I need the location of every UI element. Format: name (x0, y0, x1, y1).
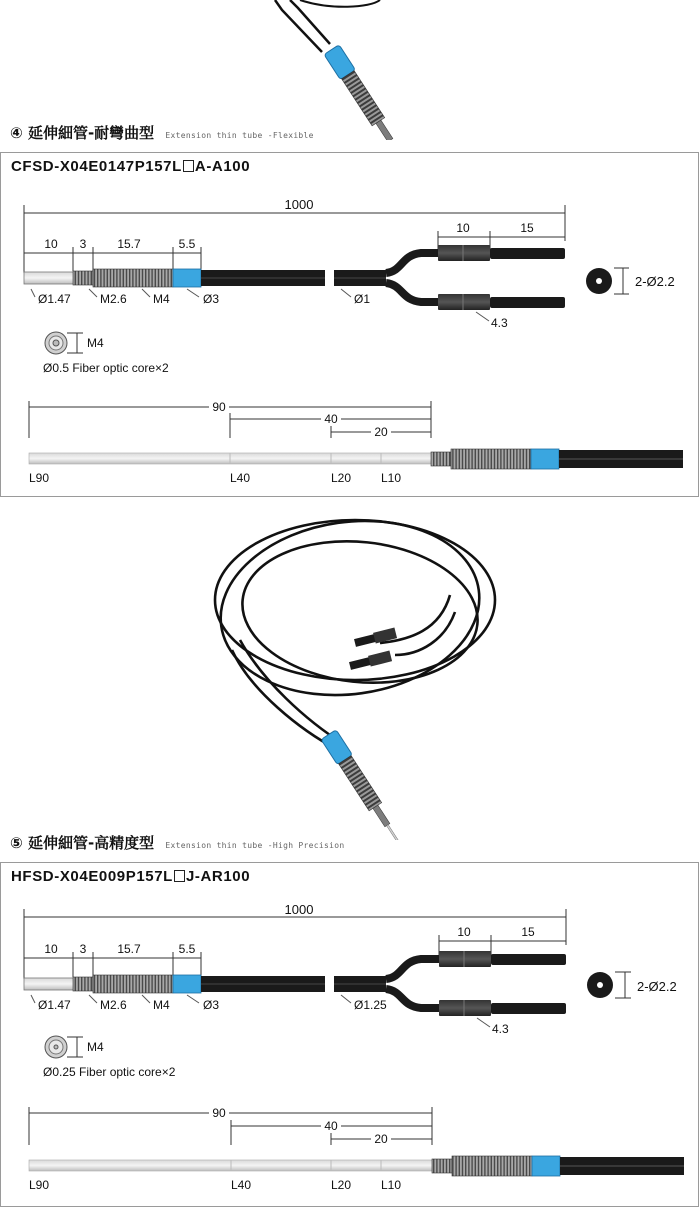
label-fiber: Ø1 (354, 292, 370, 306)
connector-upper (439, 951, 491, 967)
connector-lower (439, 1000, 491, 1016)
dim-40: 40 (324, 412, 338, 426)
dimension-drawing (1, 153, 700, 498)
dim-10: 10 (44, 942, 58, 956)
label-sep: 4.3 (491, 316, 508, 330)
label-tip: Ø1.47 (38, 292, 71, 306)
spec-box-cfsd (0, 152, 699, 497)
label-tip: Ø1.47 (38, 998, 71, 1012)
connector-upper (438, 245, 490, 261)
dim-15-7: 15.7 (117, 942, 141, 956)
label-od: 2-Ø2.2 (637, 979, 677, 994)
spec-box-hfsd (0, 862, 699, 1207)
blue-sleeve (173, 975, 201, 993)
label-core-m4: M4 (87, 1040, 104, 1054)
length-tube (29, 453, 433, 464)
section-number: ④ (10, 124, 23, 142)
dim-90: 90 (212, 400, 226, 414)
section-title-cn: 延伸細管-耐彎曲型 (28, 124, 154, 142)
mark-l90: L90 (29, 471, 49, 485)
section-title-4 (10, 122, 314, 143)
section-number: ⑤ (10, 834, 23, 852)
dim-r10: 10 (457, 925, 471, 939)
probe-tube (24, 978, 76, 990)
dimension-drawing (1, 863, 700, 1208)
dim-total: 1000 (285, 902, 314, 917)
dim-20: 20 (374, 425, 388, 439)
section-title-cn: 延伸細管-高精度型 (28, 834, 154, 852)
probe-tube (24, 272, 76, 284)
label-fiber: Ø1.25 (354, 998, 387, 1012)
model-suffix: A-A100 (195, 158, 250, 175)
mark-l40: L40 (230, 471, 250, 485)
dim-40: 40 (324, 1119, 338, 1133)
thread-body (93, 975, 173, 993)
label-sleeve: Ø3 (203, 998, 219, 1012)
label-sleeve: Ø3 (203, 292, 219, 306)
dim-10: 10 (44, 237, 58, 251)
label-thread1: M2.6 (100, 998, 127, 1012)
dim-20: 20 (374, 1132, 388, 1146)
label-thread2: M4 (153, 292, 170, 306)
model-suffix: J-AR100 (186, 868, 250, 885)
mark-l10: L10 (381, 471, 401, 485)
thread-body (93, 269, 173, 287)
label-core-note: Ø0.25 Fiber optic core×2 (43, 1065, 176, 1079)
dim-5-5: 5.5 (179, 942, 196, 956)
label-core-note: Ø0.5 Fiber optic core×2 (43, 361, 169, 375)
mark-l40: L40 (231, 1178, 251, 1192)
dim-5-5: 5.5 (179, 237, 196, 251)
dim-15-7: 15.7 (117, 237, 141, 251)
section-title-5 (10, 832, 344, 853)
label-sep: 4.3 (492, 1022, 509, 1036)
model-prefix: HFSD-X04E009P157L (11, 868, 173, 885)
dim-r15: 15 (521, 925, 535, 939)
sensor-illustration-coil (0, 500, 700, 840)
dim-90: 90 (212, 1106, 226, 1120)
blue-sleeve (173, 269, 201, 287)
mark-l10: L10 (381, 1178, 401, 1192)
label-od: 2-Ø2.2 (635, 274, 675, 289)
label-core-m4: M4 (87, 336, 104, 350)
connector-lower (438, 294, 490, 310)
dim-r15: 15 (520, 221, 534, 235)
dim-total: 1000 (285, 197, 314, 212)
dim-3: 3 (80, 237, 87, 251)
section-title-en: Extension thin tube -High Precision (165, 841, 344, 850)
mark-l20: L20 (331, 1178, 351, 1192)
section-title-en: Extension thin tube -Flexible (165, 131, 313, 140)
model-prefix: CFSD-X04E0147P157L (11, 158, 182, 175)
mark-l90: L90 (29, 1178, 49, 1192)
label-thread1: M2.6 (100, 292, 127, 306)
mark-l20: L20 (331, 471, 351, 485)
label-thread2: M4 (153, 998, 170, 1012)
dim-r10: 10 (456, 221, 470, 235)
sensor-illustration-top (0, 0, 700, 140)
dim-3: 3 (80, 942, 87, 956)
